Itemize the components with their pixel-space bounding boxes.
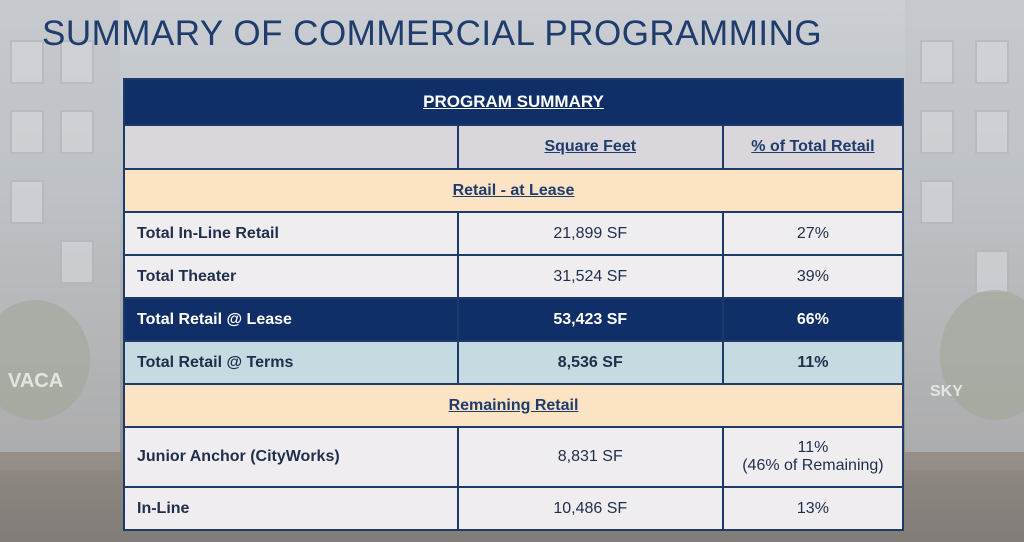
row-percent: 27% <box>723 212 903 255</box>
storefront-sign: VACA <box>8 370 64 392</box>
row-square-feet: 53,423 SF <box>458 298 723 341</box>
slide-title: SUMMARY OF COMMERCIAL PROGRAMMING <box>42 14 823 53</box>
row-percent: 11% <box>797 439 829 456</box>
table-row-total-terms <box>124 341 903 384</box>
row-square-feet: 8,831 SF <box>458 427 723 487</box>
column-header-percent: % of Total Retail <box>723 125 903 169</box>
section-row <box>124 169 903 212</box>
column-header-square-feet: Square Feet <box>458 125 723 169</box>
row-label: Total Retail @ Lease <box>124 298 458 341</box>
table-row <box>124 427 903 487</box>
row-label: Junior Anchor (CityWorks) <box>124 427 458 487</box>
table-row <box>124 212 903 255</box>
row-percent: 66% <box>723 298 903 341</box>
table-row <box>124 255 903 298</box>
section-row <box>124 384 903 427</box>
program-summary-table <box>123 78 904 531</box>
row-percent: 11% <box>723 341 903 384</box>
row-percent-cell <box>723 427 903 487</box>
table-heading-row <box>124 79 903 125</box>
row-percent-note: (46% of Remaining) <box>742 457 884 474</box>
row-label: Total Retail @ Terms <box>124 341 458 384</box>
table-heading: PROGRAM SUMMARY <box>124 79 903 125</box>
row-label: In-Line <box>124 487 458 530</box>
column-header-empty <box>124 125 458 169</box>
row-label: Total Theater <box>124 255 458 298</box>
table-row <box>124 487 903 530</box>
section-title-remaining: Remaining Retail <box>124 384 903 427</box>
row-square-feet: 10,486 SF <box>458 487 723 530</box>
table-row-total-lease <box>124 298 903 341</box>
row-percent: 13% <box>723 487 903 530</box>
row-label: Total In-Line Retail <box>124 212 458 255</box>
row-percent: 39% <box>723 255 903 298</box>
section-title-at-lease: Retail - at Lease <box>124 169 903 212</box>
row-square-feet: 21,899 SF <box>458 212 723 255</box>
row-square-feet: 8,536 SF <box>458 341 723 384</box>
storefront-sign: SKY <box>930 383 963 400</box>
column-header-row <box>124 125 903 169</box>
row-square-feet: 31,524 SF <box>458 255 723 298</box>
